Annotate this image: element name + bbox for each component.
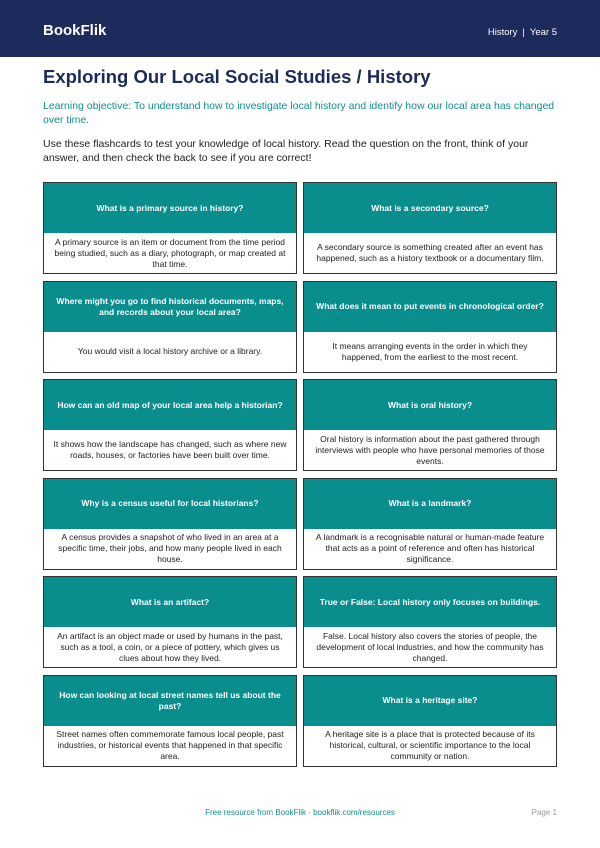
flashcard-answer: A landmark is a recognisable natural or human-made feature that acts as a point of reference and often has historical significance. (315, 532, 545, 564)
flashcard-question: What is a landmark? (388, 498, 472, 508)
flashcard-question: True or False: Local history only focuses on buildings. (319, 596, 541, 607)
flashcard-question: What is an artifact? (130, 596, 210, 607)
flashcard-front (304, 676, 556, 726)
flashcard-back (44, 332, 296, 372)
flashcard[interactable] (303, 478, 557, 570)
flashcard-question: What is a heritage site? (382, 695, 478, 705)
flashcard-back (44, 627, 296, 667)
flashcard-back (44, 233, 296, 273)
flashcard-question: What is oral history? (387, 399, 473, 410)
flashcard[interactable] (43, 281, 297, 373)
flashcard[interactable] (303, 182, 557, 274)
flashcard-front (304, 183, 556, 233)
flashcard[interactable] (43, 478, 297, 570)
page-number: Page 1 (531, 808, 557, 817)
learning-objective: Learning objective: To understand how to investigate local history and identify how our local area has changed over time. (43, 100, 555, 126)
flashcard-back (44, 726, 296, 766)
flashcard-back (304, 627, 556, 667)
flashcard-answer: False. Local history also covers the stories of people, the development of local industries, and how the community has changed. (316, 630, 544, 663)
flashcard-answer: You would visit a local history archive or a library. (77, 346, 263, 356)
flashcard-answer: It means arranging events in the order in which they happened, from the earliest to the most recent. (332, 340, 528, 362)
flashcard-question: What is a primary source in history? (96, 202, 244, 213)
flashcard-front (44, 676, 296, 726)
header-meta (488, 27, 557, 39)
flashcard-front (44, 380, 296, 430)
flashcard[interactable] (43, 379, 297, 471)
meta-separator: | (522, 27, 525, 38)
flashcard[interactable] (303, 281, 557, 373)
flashcard-back (304, 332, 556, 372)
flashcard-answer: It shows how the landscape has changed, such as where new roads, houses, or factories have been built over time. (53, 439, 287, 460)
page-title: Exploring Our Local Social Studies / History (43, 66, 431, 87)
flashcard-back (304, 233, 556, 273)
subject-label: History (487, 27, 518, 38)
flashcard[interactable] (303, 576, 557, 668)
flashcard-answer: A secondary source is something created after an event has happened, such as a history textbook or a documentary film. (316, 242, 544, 263)
flashcard-front (44, 282, 296, 332)
flashcard-question: How can an old map of your local area help a historian? (57, 399, 283, 410)
flashcard-question: What is a secondary source? (371, 202, 489, 213)
flashcard-answer: Street names often commemorate famous local people, past industries, or historical events that happened in that specific area. (56, 729, 284, 761)
intro-text: Use these flashcards to test your knowledge of local history. Read the question on the front, think of your answer, and then check the back to see if you are correct! (43, 138, 529, 164)
flashcard-answer: A primary source is an item or document from the time period being studied, such as a diary, photograph, or map created at that time. (54, 236, 286, 269)
flashcard-question: Why is a census useful for local historians? (81, 498, 259, 508)
flashcard[interactable] (303, 675, 557, 767)
flashcard[interactable] (303, 379, 557, 471)
flashcard-question: Where might you go to find historical documents, maps, and records about your local area? (56, 295, 284, 317)
grade-label: Year 5 (529, 27, 557, 38)
flashcard-question: What does it mean to put events in chronological order? (316, 301, 544, 311)
flashcard-answer: A census provides a snapshot of who lived in an area at a specific time, their jobs, and how many people lived in each house. (58, 532, 282, 564)
flashcard-back (304, 430, 556, 470)
flashcard-front (44, 183, 296, 233)
flashcard-answer: Oral history is information about the past gathered through interviews with people who have personal memories of those events. (315, 433, 545, 466)
flashcard-answer: A heritage site is a place that is protected because of its historical, cultural, or scientific importance to the local community or nation. (325, 729, 535, 761)
flashcard-back (304, 726, 556, 766)
flashcard-back (304, 529, 556, 569)
flashcard[interactable] (43, 675, 297, 767)
flashcard-front (304, 479, 556, 529)
flashcard-front (44, 577, 296, 627)
flashcard[interactable] (43, 576, 297, 668)
flashcard-front (44, 479, 296, 529)
flashcard-answer: An artifact is an object made or used by humans in the past, such as a tool, a coin, or a piece of pottery, which gives us clues about how they lived. (57, 630, 283, 663)
flashcard-front (304, 282, 556, 332)
flashcard-front (304, 380, 556, 430)
flashcard-back (44, 430, 296, 470)
flashcard-front (304, 577, 556, 627)
brand-logo-text[interactable]: BookFlik (43, 22, 107, 39)
flashcard-back (44, 529, 296, 569)
top-header-bar (0, 0, 600, 57)
flashcard[interactable] (43, 182, 297, 274)
footer-credit[interactable]: Free resource from BookFlik · bookflik.com/resources (205, 808, 395, 817)
flashcard-question: How can looking at local street names tell us about the past? (59, 689, 281, 711)
